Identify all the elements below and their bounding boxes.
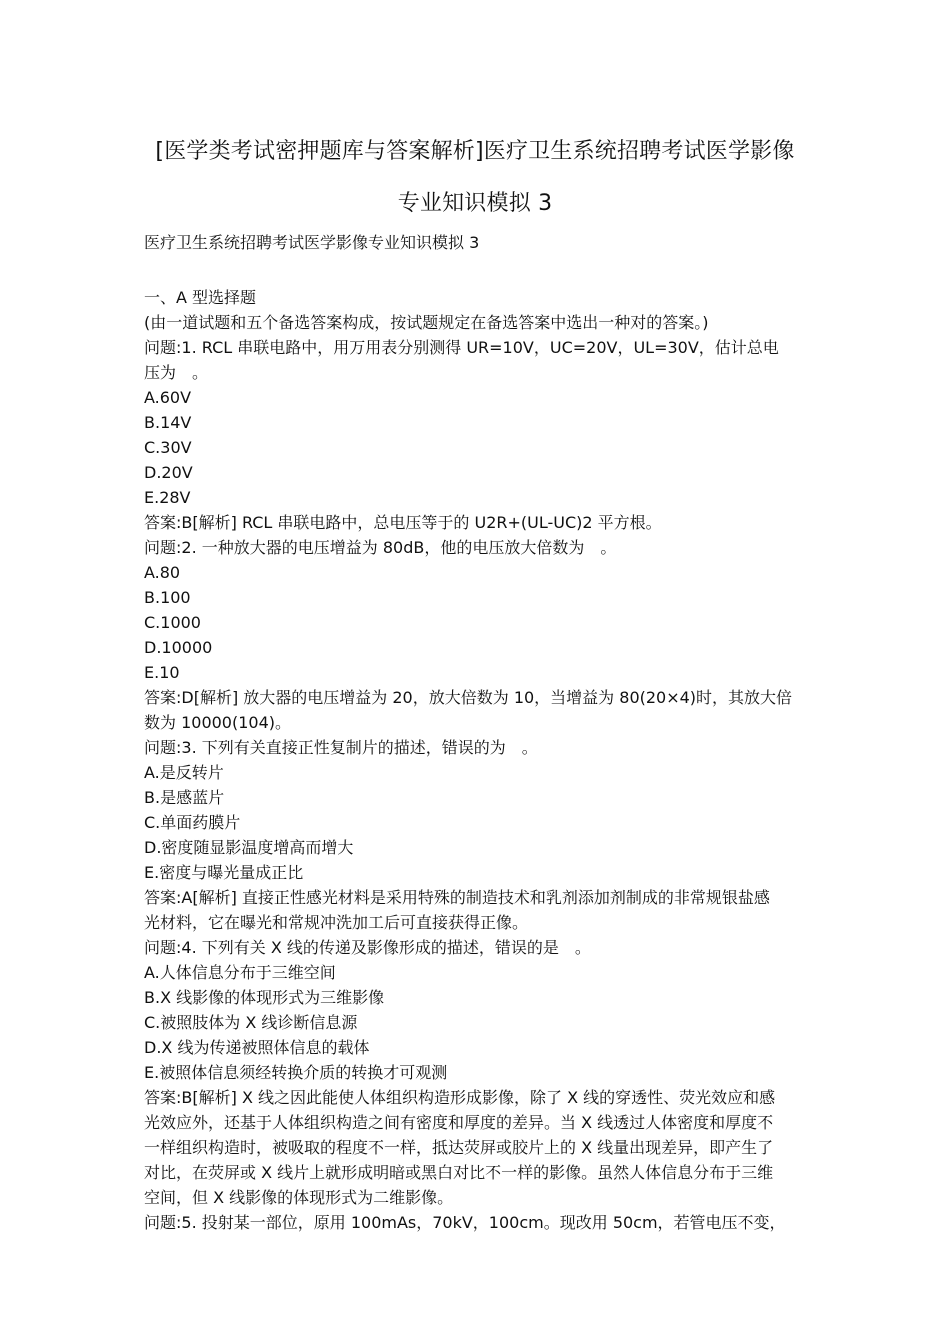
question-1-stem-cont: 压为 。 <box>144 363 209 382</box>
question-3-option-c: C.单面药膜片 <box>144 813 241 832</box>
question-2-stem: 问题:2. 一种放大器的电压增益为 80dB，他的电压放大倍数为 。 <box>144 538 617 557</box>
question-3-option-b: B.是感蓝片 <box>144 788 225 807</box>
question-4-answer-cont-1: 光效应外，还基于人体组织构造之间有密度和厚度的差异。当 X 线透过人体密度和厚度不 <box>144 1113 774 1132</box>
question-4-answer: 答案:B[解析] X 线之因此能使人体组织构造形成影像，除了 X 线的穿透性、荧光效应和感 <box>144 1088 776 1107</box>
question-2-answer: 答案:D[解析] 放大器的电压增益为 20，放大倍数为 10，当增益为 80(20×4)时，其放大倍 <box>144 688 793 707</box>
question-2-option-c: C.1000 <box>144 613 201 632</box>
question-3-stem: 问题:3. 下列有关直接正性复制片的描述，错误的为 。 <box>144 738 538 757</box>
document-subtitle: 医疗卫生系统招聘考试医学影像专业知识模拟 3 <box>144 233 480 252</box>
question-2-option-b: B.100 <box>144 588 191 607</box>
question-3-option-a: A.是反转片 <box>144 763 224 782</box>
blank-spacer <box>144 255 814 285</box>
section-instruction: (由一道试题和五个备选答案构成，按试题规定在备选答案中选出一种对的答案。) <box>144 313 709 332</box>
question-1-option-a: A.60V <box>144 388 192 407</box>
question-1-answer: 答案:B[解析] RCL 串联电路中，总电压等于的 U2R+(UL-UC)2 平方根。 <box>144 513 662 532</box>
question-4-stem: 问题:4. 下列有关 X 线的传递及影像形成的描述，错误的是 。 <box>144 938 591 957</box>
question-4-option-c: C.被照肢体为 X 线诊断信息源 <box>144 1013 358 1032</box>
question-3-option-d: D.密度随显影温度增高而增大 <box>144 838 354 857</box>
question-1-option-e: E.28V <box>144 488 191 507</box>
question-1-stem: 问题:1. RCL 串联电路中，用万用表分别测得 UR=10V，UC=20V，UL=30V，估计总电 <box>144 338 779 357</box>
question-2-answer-cont: 数为 10000(104)。 <box>144 713 292 732</box>
document-body <box>144 230 814 1235</box>
question-4-answer-cont-4: 空间，但 X 线影像的体现形式为二维影像。 <box>144 1188 454 1207</box>
question-4-answer-cont-3: 对比，在荧屏或 X 线片上就形成明暗或黑白对比不一样的影像。虽然人体信息分布于三维 <box>144 1163 774 1182</box>
question-3-option-e: E.密度与曝光量成正比 <box>144 863 304 882</box>
document-title-line-2: 专业知识模拟 3 <box>397 191 553 216</box>
question-2-option-a: A.80 <box>144 563 181 582</box>
question-1-option-b: B.14V <box>144 413 192 432</box>
question-4-option-d: D.X 线为传递被照体信息的载体 <box>144 1038 370 1057</box>
question-3-answer-cont: 光材料，它在曝光和常规冲洗加工后可直接获得正像。 <box>144 913 529 932</box>
question-2-option-e: E.10 <box>144 663 180 682</box>
question-4-option-b: B.X 线影像的体现形式为三维影像 <box>144 988 385 1007</box>
question-4-answer-cont-2: 一样组织构造时，被吸取的程度不一样，抵达荧屏或胶片上的 X 线量出现差异，即产生了 <box>144 1138 774 1157</box>
question-3-answer: 答案:A[解析] 直接正性感光材料是采用特殊的制造技术和乳剂添加剂制成的非常规银盐感 <box>144 888 770 907</box>
question-1-option-c: C.30V <box>144 438 192 457</box>
question-4-option-e: E.被照体信息须经转换介质的转换才可观测 <box>144 1063 448 1082</box>
question-1-option-d: D.20V <box>144 463 193 482</box>
question-2-option-d: D.10000 <box>144 638 213 657</box>
document-title-line-1: [医学类考试密押题库与答案解析]医疗卫生系统招聘考试医学影像 <box>155 139 795 164</box>
question-4-option-a: A.人体信息分布于三维空间 <box>144 963 336 982</box>
question-5-stem: 问题:5. 投射某一部位，原用 100mAs，70kV，100cm。现改用 50cm，若管电压不变， <box>144 1213 786 1232</box>
section-heading: 一、A 型选择题 <box>144 288 257 307</box>
